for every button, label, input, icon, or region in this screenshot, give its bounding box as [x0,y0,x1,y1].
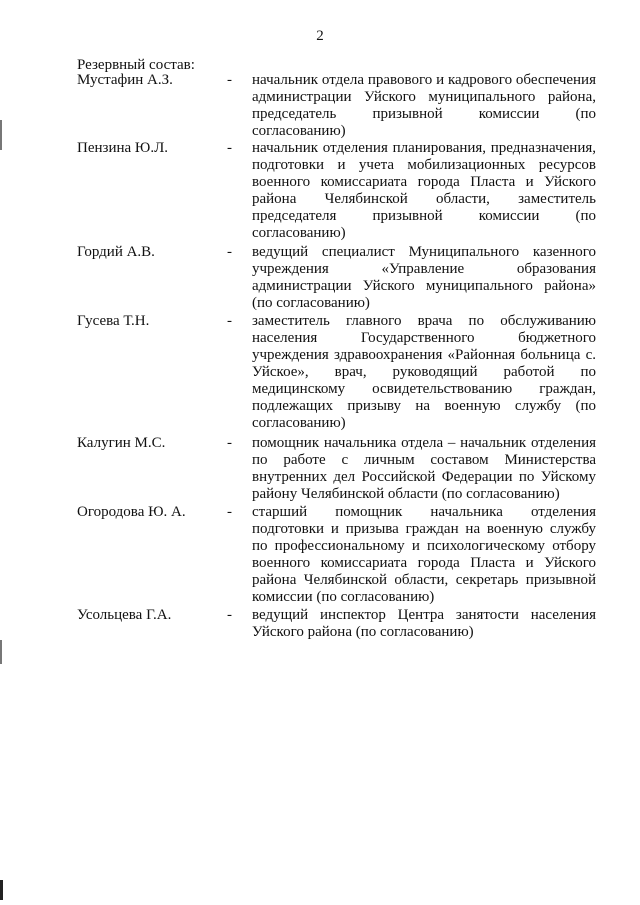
scan-edge-mark [0,880,3,900]
member-description: начальник отделения планирования, предназначения, подготовки и учета мобилизационных ресурсов военного комиссариата города Пласта и Уйского района Челябинской области, заместитель председателя призывной комиссии (по согласованию) [252,140,596,241]
member-dash: - [227,140,232,156]
member-dash: - [227,72,232,88]
scan-edge-mark [0,120,2,150]
member-description: заместитель главного врача по обслуживанию населения Государственного бюджетного учреждения здравоохранения «Районная больница с. Уйское», врач, руководящий работой по медицинскому освидетельствованию граждан, подлежащих призыву на военную службу (по согласованию) [252,313,596,431]
scan-edge-mark [0,640,2,664]
member-description: ведущий инспектор Центра занятости населения Уйского района (по согласованию) [252,607,596,640]
member-name: Гордий А.В. [77,244,155,260]
member-description: ведущий специалист Муниципального казенного учреждения «Управление образования администрации Уйского муниципального района» (по согласованию) [252,244,596,311]
member-description: помощник начальника отдела – начальник отделения по работе с личным составом Министерства внутренних дел Российской Федерации по Уйскому району Челябинской области (по согласованию) [252,435,596,502]
member-description: старший помощник начальника отделения подготовки и призыва граждан на военную службу по профессиональному и психологическому отбору военного комиссариата города Пласта и Уйского района Челябинской области, секретарь призывной комиссии (по согласованию) [252,504,596,605]
member-dash: - [227,504,232,520]
member-name: Огородова Ю. А. [77,504,186,520]
member-dash: - [227,244,232,260]
member-dash: - [227,435,232,451]
member-dash: - [227,313,232,329]
member-name: Калугин М.С. [77,435,166,451]
member-name: Гусева Т.Н. [77,313,150,329]
member-dash: - [227,607,232,623]
section-heading: Резервный состав: [77,57,195,73]
member-description: начальник отдела правового и кадрового обеспечения администрации Уйского муниципального района, председатель призывной комиссии (по согласованию) [252,72,596,139]
member-name: Мустафин А.З. [77,72,173,88]
page-number: 2 [316,28,324,44]
member-name: Усольцева Г.А. [77,607,172,623]
member-name: Пензина Ю.Л. [77,140,168,156]
